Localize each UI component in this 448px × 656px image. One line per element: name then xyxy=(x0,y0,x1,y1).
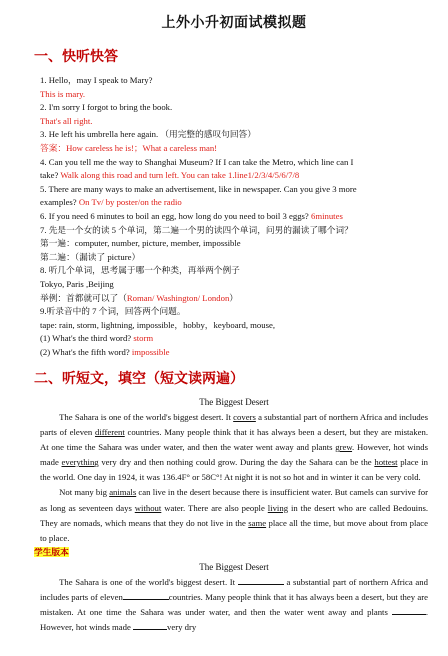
answer-6: 6minutes xyxy=(310,210,343,221)
question-3: 3. He left his umbrella here again. （用完整的感叹句回答） xyxy=(40,129,256,140)
passage-text: water. There are also people xyxy=(161,502,268,513)
question-9-tape: tape: rain, storm, lightning, impossible，hobby，keyboard, mouse, xyxy=(40,319,276,330)
question-4-cont xyxy=(40,169,428,183)
question-9-sub-1 xyxy=(40,332,428,346)
passage-text: . However, hot winds made xyxy=(40,607,428,633)
fill-in-blank xyxy=(123,591,169,600)
passage-text: Not many big xyxy=(59,487,110,498)
answer-1: This is mary. xyxy=(40,88,86,99)
underlined-answer-word: hottest xyxy=(374,457,398,468)
question-7: 7. 先是一个女的读 5 个单词，第二遍一个男的读四个单词，问男的漏读了哪个词？ xyxy=(40,224,353,235)
examples-prefix: 举例：首都就可以了（ xyxy=(40,292,127,303)
underlined-answer-word: animals xyxy=(109,487,137,498)
question-4-tail: take? xyxy=(40,170,59,181)
question-5-tail: examples? xyxy=(40,197,77,208)
examples-suffix: ） xyxy=(229,292,238,303)
underlined-answer-word: everything xyxy=(61,457,99,468)
passage-text: The Sahara is one of the world's biggest desert. It xyxy=(59,411,234,422)
question-8: 8. 听几个单词，思考属于哪一个种类，再举两个例子 xyxy=(40,265,240,276)
section-heading-passage: 二、听短文，填空（短文读两遍） xyxy=(34,371,244,388)
passage-text: can live in the desert because there is insufficient water. But camels can survive for as long as seventeen days xyxy=(40,487,428,513)
student-version-row xyxy=(34,546,428,560)
passage-text: countries. Many people think that it has always been a desert, but they are mistaken. At one time the Sahara was under water, and then the water went away and plants xyxy=(40,427,428,453)
sub-2-text: (2) What's the fifth word? xyxy=(40,346,130,357)
underlined-answer-word: different xyxy=(95,427,125,438)
examples-answer: Roman/ Washington/ London xyxy=(126,292,230,303)
underlined-answer-word: covers xyxy=(233,411,256,422)
answer-3: 答案：How careless he is!；What a careless man! xyxy=(40,142,218,153)
answer-2: That's all right. xyxy=(40,115,93,126)
passage-text: The Sahara is one of the world's biggest desert. It xyxy=(59,576,238,587)
question-1: 1. Hello，may I speak to Mary? xyxy=(40,75,153,85)
passage-paragraph-student xyxy=(40,575,428,635)
section-heading-listening: 一、快听快答 xyxy=(34,49,118,65)
passage-text: a substantial part of northern Africa and includes parts of eleven xyxy=(40,576,428,602)
question-6 xyxy=(40,210,428,224)
page-title: 上外小升初面试模拟题 xyxy=(161,15,307,31)
underlined-answer-word: grew xyxy=(335,442,353,453)
answer-4: Walk along this road and turn left. You can take 1.line1/2/3/4/5/6/7/8 xyxy=(60,170,300,181)
passage-text: countries. Many people think that it has always been a desert, but they are mistaken. At one time the Sahara was under water, and then the water went away and plants xyxy=(40,592,428,618)
fill-in-blank xyxy=(133,621,167,630)
passage-text: very dry and then nothing could grow. During the day the Sahara can be the xyxy=(98,457,375,468)
question-8-words: Tokyo, Paris ,Beijing xyxy=(40,278,114,289)
passage-text: place in the world. One day in 1924, it was 136.4F° or 58C°! At night it is not so hot and in winter it can be very cold. xyxy=(40,457,428,483)
fill-in-blank xyxy=(392,606,426,615)
passage-paragraph-1 xyxy=(40,410,428,485)
question-7-round-2: 第二遍：（漏读了 picture） xyxy=(40,251,141,262)
sub-2-answer: impossible xyxy=(131,346,170,357)
question-7-round-1: 第一遍：computer, number, picture, member, impossible xyxy=(40,238,241,249)
student-version-label: 学生版本 xyxy=(34,546,69,557)
passage-paragraph-2 xyxy=(40,485,428,545)
underlined-answer-word: without xyxy=(134,502,162,513)
sub-1-text: (1) What's the third word? xyxy=(40,333,132,344)
passage-text: very dry xyxy=(167,622,197,633)
question-2: 2. I'm sorry I forgot to bring the book. xyxy=(40,102,173,113)
sub-1-answer: storm xyxy=(133,333,154,344)
question-5-cont xyxy=(40,196,428,210)
passage-title: The Biggest Desert xyxy=(199,397,269,408)
question-9-sub-2 xyxy=(40,346,428,360)
underlined-answer-word: living xyxy=(267,502,289,513)
question-6-text: 6. If you need 6 minutes to boil an egg, how long do you need to boil 3 eggs? xyxy=(40,210,309,221)
question-4: 4. Can you tell me the way to Shanghai Museum? If I can take the Metro, which line can I xyxy=(40,156,354,167)
passage-text: . However, hot winds made xyxy=(40,442,428,468)
passage-text: a substantial part of northern Africa and includes parts of eleven xyxy=(40,411,428,438)
question-5: 5. There are many ways to make an advertisement, like in newspaper. Can you give 3 more xyxy=(40,183,357,194)
passage-text: place all the time, but move about from place to place. xyxy=(40,517,429,543)
question-9: 9.听录音中的 7 个词，回答两个问题。 xyxy=(40,306,186,317)
passage-title-student: The Biggest Desert xyxy=(199,562,269,573)
fill-in-blank xyxy=(238,576,284,585)
answer-5: On Tv/ by poster/on the radio xyxy=(78,197,182,208)
passage-text: in the desert who are called Bedouins. They are nomads, which means that they do not live in the xyxy=(40,502,428,528)
underlined-answer-word: same xyxy=(248,517,267,528)
question-8-examples xyxy=(40,292,428,306)
